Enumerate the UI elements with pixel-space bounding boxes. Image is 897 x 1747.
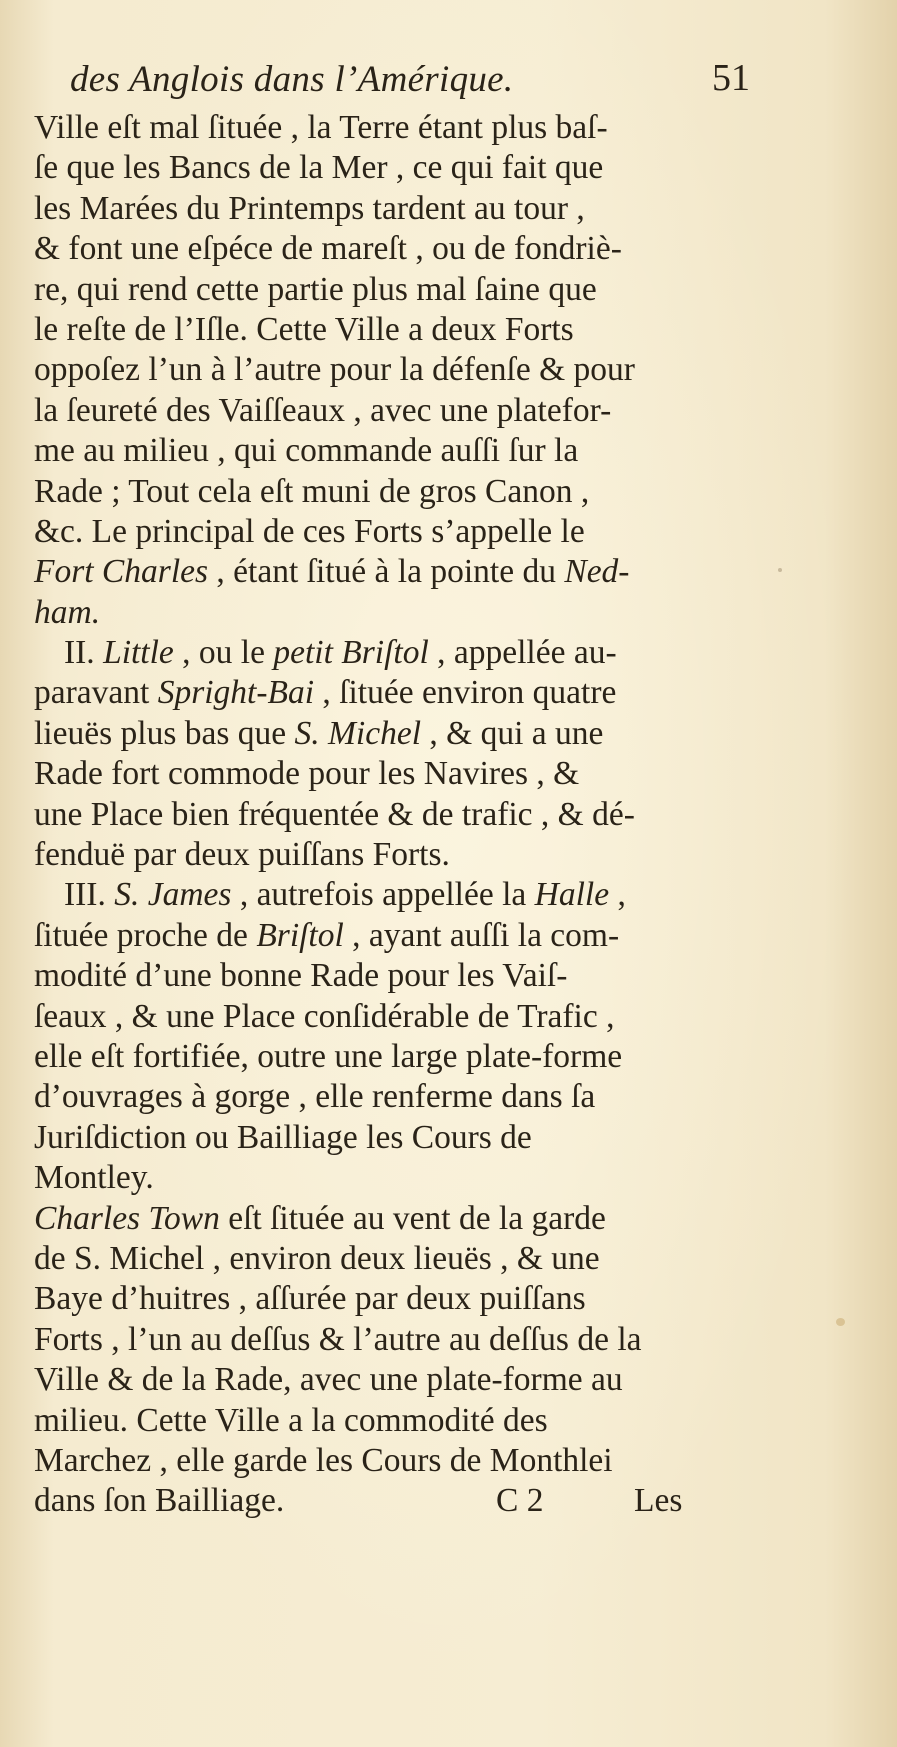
- italic-text: petit Briſtol: [273, 634, 429, 672]
- text-line: [34, 431, 774, 471]
- body-text: [34, 108, 774, 1522]
- page-number: 51: [712, 57, 750, 99]
- text-segment: Juriſdiction ou Bailliage les Cours de: [34, 1118, 532, 1156]
- text-segment: , appellée au-: [428, 634, 617, 672]
- text-line: [34, 1239, 774, 1279]
- catchword: Les: [634, 1482, 683, 1520]
- text-segment: la ſeureté des Vaiſſeaux , avec une platefor-: [34, 391, 612, 429]
- text-segment: Forts , l’un au deſſus & l’autre au deſſus de la: [34, 1320, 642, 1358]
- text-segment: eſt ſituée au vent de la garde: [219, 1199, 606, 1237]
- text-line: [34, 552, 774, 592]
- text-segment: , ou le: [173, 634, 274, 672]
- text-segment: ,: [609, 876, 626, 914]
- page-header: [70, 50, 770, 106]
- italic-text: Briſtol: [256, 916, 344, 954]
- text-segment: III.: [64, 876, 115, 914]
- text-line: [34, 875, 774, 915]
- text-line: [34, 1441, 774, 1481]
- text-segment: de S. Michel , environ deux lieuës , & une: [34, 1239, 600, 1277]
- text-segment: ſeaux , & une Place conſidérable de Trafic ,: [34, 997, 615, 1035]
- signature-mark: C 2: [496, 1482, 544, 1520]
- text-line: [34, 795, 774, 835]
- text-segment: le reſte de l’Iſle. Cette Ville a deux Forts: [34, 310, 574, 348]
- text-segment: II.: [64, 634, 104, 672]
- italic-text: ham.: [34, 593, 101, 631]
- text-line: [34, 997, 774, 1037]
- text-line: [34, 229, 774, 269]
- text-segment: ſituée proche de: [34, 916, 257, 954]
- text-line: [34, 270, 774, 310]
- text-line: [34, 1158, 774, 1198]
- text-segment: , étant ſitué à la pointe du: [208, 553, 565, 591]
- text-segment: , ayant auſſi la com-: [343, 916, 620, 954]
- text-line: [34, 1077, 774, 1117]
- text-segment: les Marées du Printemps tardent au tour ,: [34, 189, 585, 227]
- text-line: [34, 1118, 774, 1158]
- text-segment: & font une eſpéce de mareſt , ou de fondriè-: [34, 230, 622, 268]
- running-title: des Anglois dans l’Amérique.: [70, 59, 514, 100]
- text-segment: , ſituée environ quatre: [314, 674, 617, 712]
- text-line: [34, 1320, 774, 1360]
- text-line: [34, 512, 774, 552]
- text-line: [34, 714, 774, 754]
- text-segment: ſe que les Bancs de la Mer , ce qui fait que: [34, 149, 604, 187]
- text-segment: re, qui rend cette partie plus mal ſaine que: [34, 270, 597, 308]
- text-segment: oppoſez l’un à l’autre pour la défenſe & pour: [34, 351, 635, 389]
- italic-text: S. Michel: [294, 714, 422, 752]
- paper-stain: [778, 568, 782, 572]
- text-segment: Rade ; Tout cela eſt muni de gros Canon ,: [34, 472, 590, 510]
- text-segment: , & qui a une: [421, 714, 604, 752]
- text-segment: Ville eſt mal ſituée , la Terre étant plus baſ-: [34, 109, 608, 146]
- text-segment: modité d’une bonne Rade pour les Vaiſ-: [34, 957, 568, 995]
- text-segment: , autrefois appellée la: [231, 876, 535, 914]
- text-line: [34, 633, 774, 673]
- text-segment: Rade fort commode pour les Navires , &: [34, 755, 580, 793]
- final-line: [34, 1481, 774, 1521]
- text-segment: une Place bien fréquentée & de trafic , & dé-: [34, 795, 635, 833]
- italic-text: Ned-: [564, 553, 630, 591]
- text-line: [34, 350, 774, 390]
- text-segment: &c. Le principal de ces Forts s’appelle le: [34, 512, 585, 550]
- text-line: [34, 1360, 774, 1400]
- text-line: [34, 391, 774, 431]
- text-line: [34, 593, 774, 633]
- text-segment: d’ouvrages à gorge , elle renferme dans ſa: [34, 1078, 596, 1116]
- text-line: [34, 148, 774, 188]
- text-segment: me au milieu , qui commande auſſi ſur la: [34, 432, 579, 470]
- text-segment: paravant: [34, 674, 158, 712]
- text-line: [34, 916, 774, 956]
- text-line: [34, 1037, 774, 1077]
- text-segment: elle eſt fortifiée, outre une large plate-forme: [34, 1037, 623, 1075]
- paper-stain: [836, 1318, 845, 1326]
- text-line: [34, 1199, 774, 1239]
- text-line: [34, 1279, 774, 1319]
- text-line: [34, 1401, 774, 1441]
- text-line: [34, 108, 774, 148]
- italic-text: Spright-Bai: [157, 674, 315, 712]
- text-segment: milieu. Cette Ville a la commodité des: [34, 1401, 548, 1439]
- text-line: [34, 956, 774, 996]
- text-segment: fenduë par deux puiſſans Forts.: [34, 836, 450, 874]
- italic-text: Charles Town: [34, 1199, 220, 1237]
- italic-text: Halle: [534, 876, 610, 914]
- text-segment: Montley.: [34, 1159, 154, 1197]
- text-segment: Baye d’huitres , aſſurée par deux puiſſans: [34, 1280, 586, 1318]
- text-line: [34, 472, 774, 512]
- text-line: [34, 835, 774, 875]
- italic-text: Little: [103, 634, 174, 672]
- italic-text: Fort Charles: [34, 553, 209, 591]
- text-line: [34, 673, 774, 713]
- text-segment: Ville & de la Rade, avec une plate-forme au: [34, 1361, 623, 1399]
- text-segment: Marchez , elle garde les Cours de Monthlei: [34, 1441, 613, 1479]
- text-line: [34, 189, 774, 229]
- text-line: [34, 754, 774, 794]
- text-segment: lieuës plus bas que: [34, 714, 295, 752]
- text-segment: dans ſon Bailliage.: [34, 1482, 285, 1520]
- text-line: [34, 310, 774, 350]
- italic-text: S. James: [114, 876, 232, 914]
